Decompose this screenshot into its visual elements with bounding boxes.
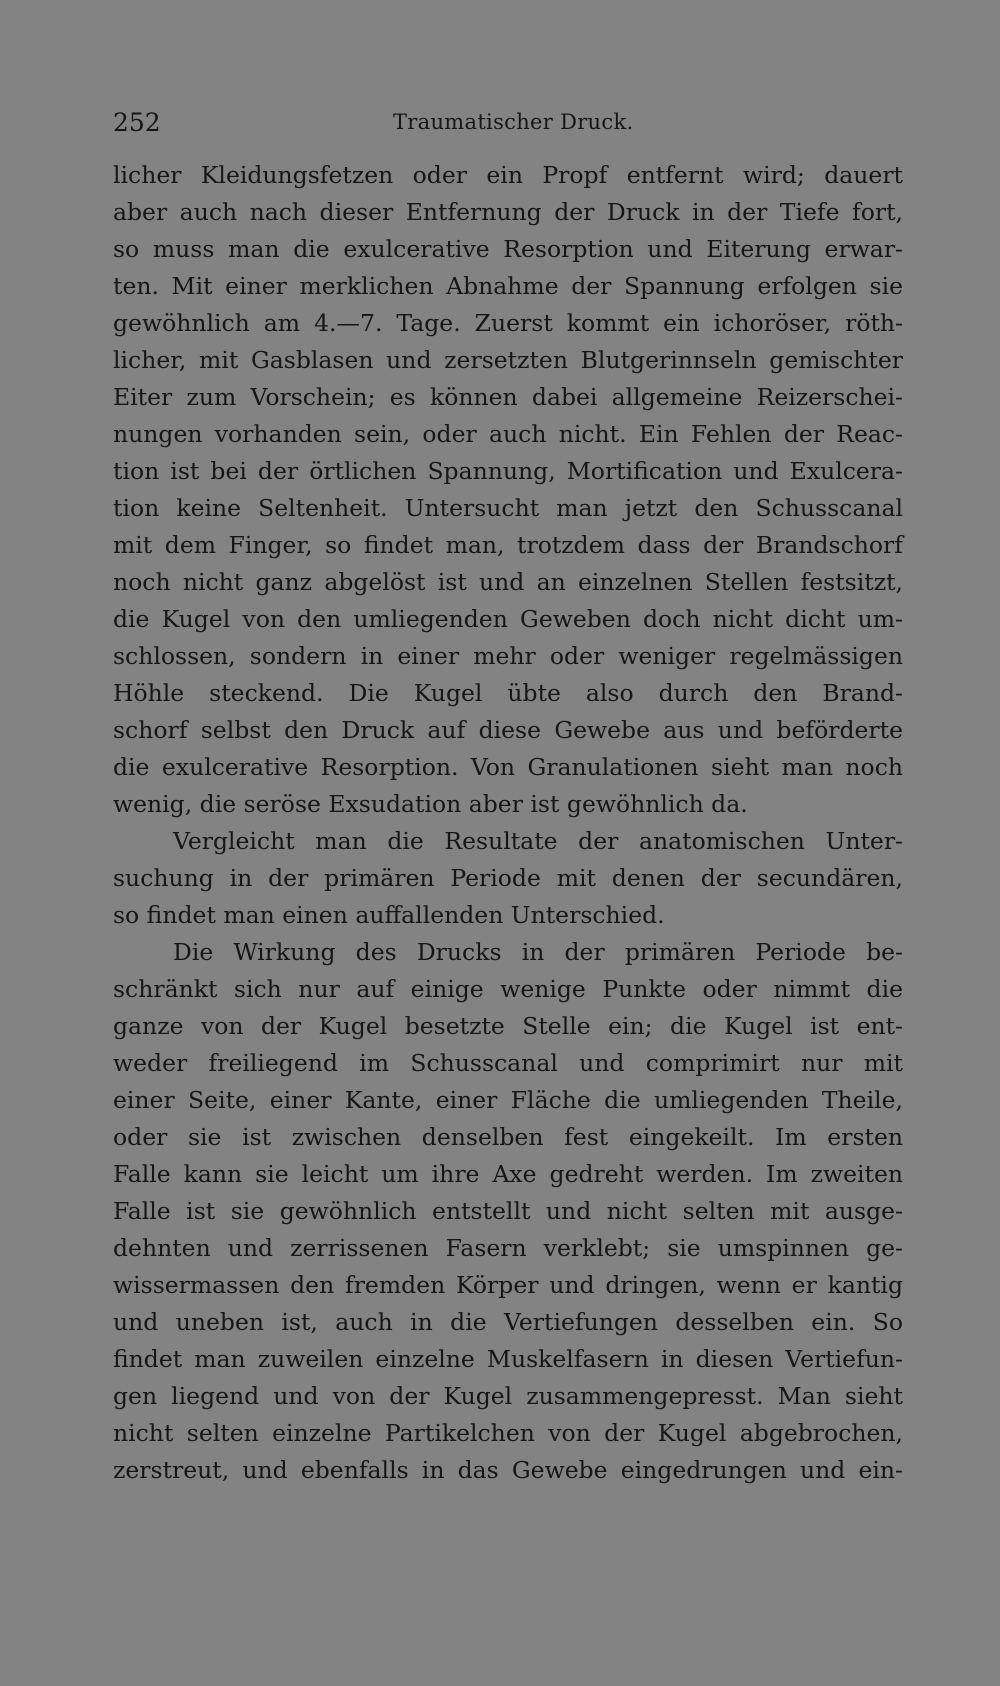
text-line: mit dem Finger, so findet man, trotzdem dass der Brandschorf [113,531,903,559]
text-line: schränkt sich nur auf einige wenige Punkte oder nimmt die [113,975,903,1003]
text-line: die Kugel von den umliegenden Geweben doch nicht dicht um- [113,605,903,633]
text-line: Vergleicht man die Resultate der anatomischen Unter- [173,827,903,855]
text-line: licher Kleidungsfetzen oder ein Propf entfernt wird; dauert [113,161,903,189]
text-line: und uneben ist, auch in die Vertiefungen desselben ein. So [113,1308,903,1336]
body-text [113,157,903,1489]
text-line: Falle ist sie gewöhnlich entstellt und nicht selten mit ausge- [113,1197,903,1225]
text-line: weder freiliegend im Schusscanal und comprimirt nur mit [113,1049,903,1077]
text-line: ten. Mit einer merklichen Abnahme der Spannung erfolgen sie [113,272,903,300]
text-line: zerstreut, und ebenfalls in das Gewebe eingedrungen und ein- [113,1456,903,1484]
running-title: Traumatischer Druck. [393,110,634,134]
text-line: einer Seite, einer Kante, einer Fläche die umliegenden Theile, [113,1086,903,1114]
text-line: Höhle steckend. Die Kugel übte also durch den Brand- [113,679,903,707]
text-line: die exulcerative Resorption. Von Granulationen sieht man noch [113,753,903,781]
text-line: gen liegend und von der Kugel zusammengepresst. Man sieht [113,1382,903,1410]
text-line: so findet man einen auffallenden Unterschied. [113,901,665,929]
page-number: 252 [113,108,161,137]
text-line: Falle kann sie leicht um ihre Axe gedreht werden. Im zweiten [113,1160,903,1188]
text-line: noch nicht ganz abgelöst ist und an einzelnen Stellen festsitzt, [113,568,903,596]
text-line: wissermassen den fremden Körper und dringen, wenn er kantig [113,1271,903,1299]
text-line: Eiter zum Vorschein; es können dabei allgemeine Reizerschei- [113,383,903,411]
text-line: suchung in der primären Periode mit denen der secundären, [113,864,903,892]
text-line: licher, mit Gasblasen und zersetzten Blutgerinnseln gemischter [113,346,903,374]
text-line: tion ist bei der örtlichen Spannung, Mortification und Exulcera- [113,457,903,485]
text-line: schlossen, sondern in einer mehr oder weniger regelmässigen [113,642,903,670]
text-line: dehnten und zerrissenen Fasern verklebt; sie umspinnen ge- [113,1234,903,1262]
text-line: Die Wirkung des Drucks in der primären Periode be- [173,938,903,966]
text-line: schorf selbst den Druck auf diese Gewebe aus und beförderte [113,716,903,744]
text-line: gewöhnlich am 4.—7. Tage. Zuerst kommt ein ichoröser, röth- [113,309,903,337]
text-line: ganze von der Kugel besetzte Stelle ein; die Kugel ist ent- [113,1012,903,1040]
text-line: oder sie ist zwischen denselben fest eingekeilt. Im ersten [113,1123,903,1151]
text-line: so muss man die exulcerative Resorption und Eiterung erwar- [113,235,903,263]
text-line: wenig, die seröse Exsudation aber ist gewöhnlich da. [113,790,748,818]
text-line: aber auch nach dieser Entfernung der Druck in der Tiefe fort, [113,198,903,226]
text-line: findet man zuweilen einzelne Muskelfasern in diesen Vertiefun- [113,1345,903,1373]
text-line: nungen vorhanden sein, oder auch nicht. Ein Fehlen der Reac- [113,420,903,448]
text-line: tion keine Seltenheit. Untersucht man jetzt den Schusscanal [113,494,903,522]
page-header [113,108,903,144]
text-line: nicht selten einzelne Partikelchen von der Kugel abgebrochen, [113,1419,903,1447]
